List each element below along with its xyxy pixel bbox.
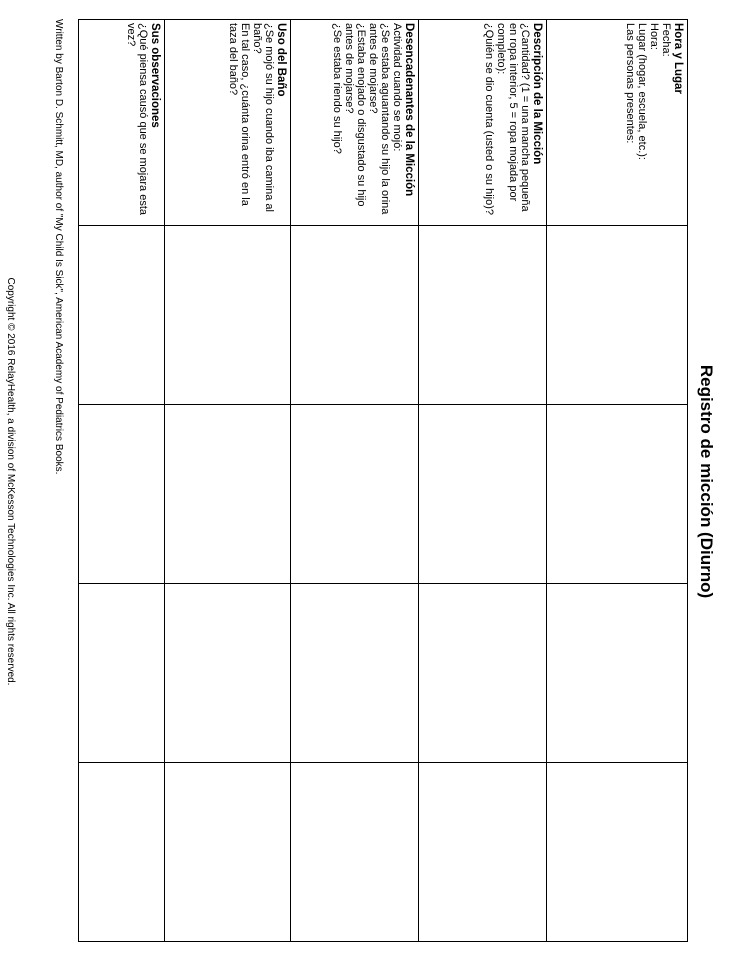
row-title: Desencadenantes de la Micción: [403, 23, 416, 197]
entry-cell[interactable]: [164, 405, 290, 584]
entry-cell[interactable]: [419, 763, 547, 942]
row-line: ¿Se mojó su hijo cuando iba camina al baño?: [250, 23, 275, 212]
row-line: ¿Quién se dio cuenta (usted o su hijo)?: [483, 23, 496, 216]
entry-cell[interactable]: [547, 763, 688, 942]
voiding-log-table: [78, 19, 688, 942]
row-line: ¿Cantidad? (1 = una mancha pequeña en ropa interior, 5 = ropa mojada por completo):: [495, 23, 532, 212]
row-line: Las personas presentes:: [624, 23, 636, 144]
bathroom-use-row: [164, 20, 290, 942]
row-line: Actividad cuando se mojó:: [391, 23, 404, 152]
row-title: Uso del Baño: [274, 23, 287, 97]
row-line: ¿Se estaba riendo su hijo?: [331, 23, 344, 154]
row-line: Lugar (hogar, escuela, etc.):: [636, 23, 648, 160]
observations-row: [79, 20, 165, 942]
row-line: ¿Estaba enojado o disgustado su hijo antes de mojarse?: [343, 23, 368, 207]
triggers-row: [290, 20, 418, 942]
entry-cell[interactable]: [164, 226, 290, 405]
entry-cell[interactable]: [164, 763, 290, 942]
row-label-cell: [164, 20, 290, 226]
row-title: Hora y Lugar: [672, 23, 684, 94]
entry-cell[interactable]: [547, 405, 688, 584]
description-row: [419, 20, 547, 942]
entry-cell[interactable]: [419, 226, 547, 405]
entry-cell[interactable]: [419, 584, 547, 763]
entry-cell[interactable]: [290, 226, 418, 405]
row-label-cell: [79, 20, 165, 226]
row-label-cell: [290, 20, 418, 226]
row-line: Fecha:: [660, 23, 672, 57]
row-line: ¿Se estaba aguantando su hijo la orina antes de mojarse?: [367, 23, 392, 215]
row-title: Descripción de la Micción: [531, 23, 544, 165]
copyright-notice: Copyright © 2016 RelayHealth, a division of McKesson Technologies Inc. All rights reserved.: [5, 277, 16, 686]
time-place-row: [547, 20, 688, 942]
row-label-cell: [419, 20, 547, 226]
entry-cell[interactable]: [79, 226, 165, 405]
row-line: ¿Qué piensa causó que se mojara esta vez?: [124, 23, 149, 216]
entry-cell[interactable]: [290, 763, 418, 942]
entry-cell[interactable]: [290, 584, 418, 763]
entry-cell[interactable]: [164, 584, 290, 763]
entry-cell[interactable]: [419, 405, 547, 584]
entry-cell[interactable]: [547, 226, 688, 405]
row-line: En tal caso, ¿cuánta orina entró en la taza del baño?: [226, 23, 251, 206]
row-title: Sus observaciones: [148, 23, 161, 128]
entry-cell[interactable]: [79, 763, 165, 942]
entry-cell[interactable]: [290, 405, 418, 584]
author-note: Written by Barton D. Schmitt, MD, author of "My Child Is Sick", American Academy of Pediatrics Books.: [53, 19, 64, 475]
entry-cell[interactable]: [547, 584, 688, 763]
page-title: Registro de micción (Diurno): [697, 364, 716, 599]
row-label-cell: [547, 20, 688, 226]
entry-cell[interactable]: [79, 584, 165, 763]
row-line: Hora:: [648, 23, 660, 50]
entry-cell[interactable]: [79, 405, 165, 584]
